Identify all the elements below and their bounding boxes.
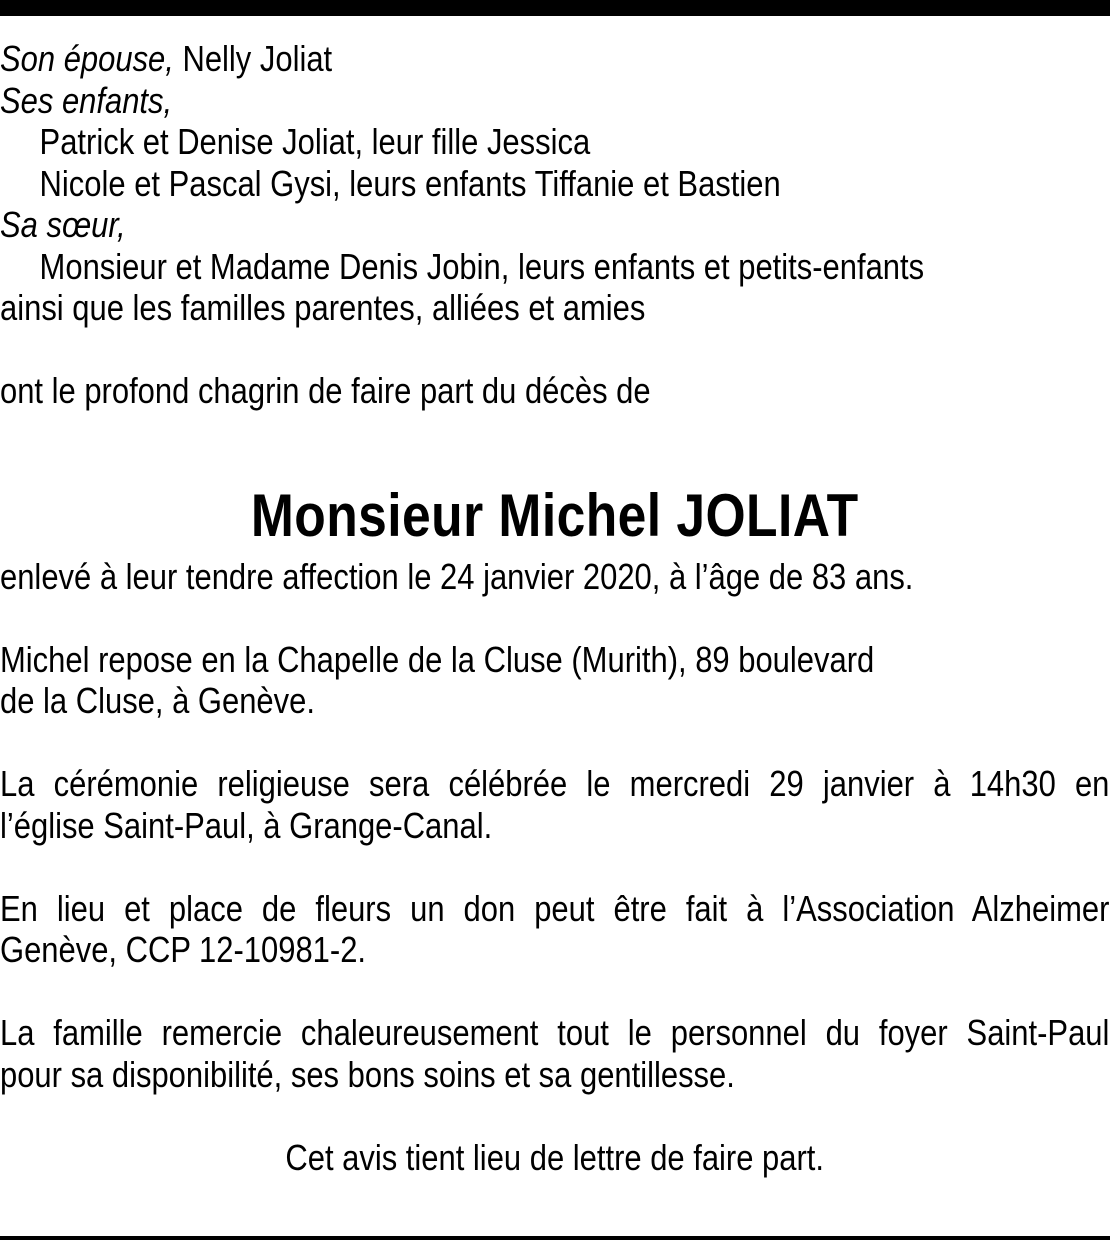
thanks-paragraph bbox=[0, 1012, 1109, 1095]
sister-role: Sa sœur, bbox=[0, 204, 126, 245]
repose-paragraph bbox=[0, 639, 1109, 722]
death-info: enlevé à leur tendre affection le 24 janvier 2020, à l’âge de 83 ans. bbox=[0, 555, 914, 597]
spouse-name: Nelly Joliat bbox=[173, 38, 333, 79]
ceremony-paragraph bbox=[0, 763, 1109, 846]
sister-family: Monsieur et Madame Denis Jobin, leurs enfants et petits-enfants bbox=[39, 245, 925, 287]
spouse-line bbox=[0, 38, 1109, 80]
spacer bbox=[0, 1095, 1109, 1137]
ceremony-line-2: l’église Saint-Paul, à Grange-Canal. bbox=[0, 804, 493, 846]
repose-line-1: Michel repose en la Chapelle de la Cluse (Murith), 89 boulevard bbox=[0, 638, 875, 680]
spacer bbox=[0, 412, 1109, 480]
closing-statement: Cet avis tient lieu de lettre de faire part. bbox=[285, 1136, 825, 1178]
spacer bbox=[0, 722, 1109, 764]
deceased-name: Monsieur Michel JOLIAT bbox=[250, 481, 859, 549]
top-rule bbox=[0, 0, 1110, 16]
spacer bbox=[0, 329, 1109, 371]
repose-line-2: de la Cluse, à Genève. bbox=[0, 680, 315, 721]
child-family-2: Nicole et Pascal Gysi, leurs enfants Tiffanie et Bastien bbox=[39, 162, 781, 204]
announcement-text: ont le profond chagrin de faire part du décès de bbox=[0, 370, 651, 411]
donation-line-1: En lieu et place de fleurs un don peut être fait à l’Association Alzheimer bbox=[0, 887, 1110, 929]
spacer bbox=[0, 846, 1109, 888]
spacer bbox=[0, 971, 1109, 1013]
thanks-line-2: pour sa disponibilité, ses bons soins et sa gentillesse. bbox=[0, 1053, 735, 1095]
spouse-role: Son épouse, bbox=[0, 38, 174, 79]
bottom-rule bbox=[0, 1236, 1110, 1240]
spacer bbox=[0, 597, 1109, 639]
death-notice bbox=[0, 38, 1110, 1178]
children-role: Ses enfants, bbox=[0, 79, 173, 121]
child-family-1: Patrick et Denise Joliat, leur fille Jessica bbox=[39, 121, 591, 162]
notice-content bbox=[0, 38, 1109, 1178]
donation-paragraph bbox=[0, 888, 1109, 971]
ceremony-line-1: La cérémonie religieuse sera célébrée le mercredi 29 janvier à 14h30 en bbox=[0, 763, 1110, 804]
other-families: ainsi que les familles parentes, alliées et amies bbox=[0, 287, 646, 328]
thanks-line-1: La famille remercie chaleureusement tout le personnel du foyer Saint-Paul bbox=[0, 1012, 1110, 1053]
donation-line-2: Genève, CCP 12-10981-2. bbox=[0, 929, 367, 970]
